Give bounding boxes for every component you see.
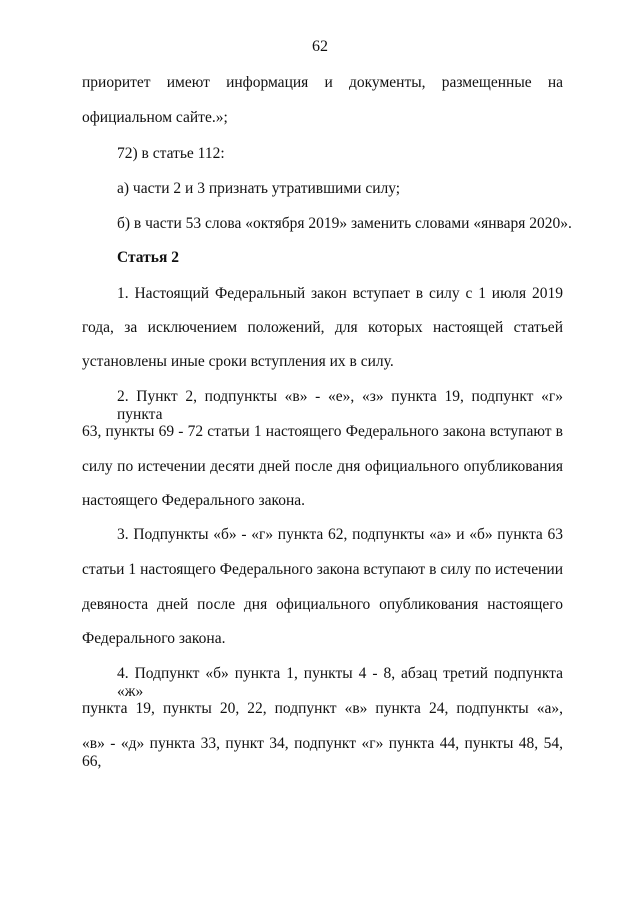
page-number: 62 [312,38,328,55]
paragraph-2-line: 63, пункты 69 - 72 статьи 1 настоящего Федерального закона вступают в [82,423,563,440]
paragraph-1-line: 1. Настоящий Федеральный закон вступает в силу с 1 июля 2019 [117,285,563,302]
list-item-72: 72) в статье 112: [117,145,225,162]
paragraph-4-line: «в» - «д» пункта 33, пункт 34, подпункт «г» пункта 44, пункты 48, 54, 66, [82,735,563,770]
paragraph-1-line: года, за исключением положений, для которых настоящей статьей [82,319,563,336]
paragraph-4-line: 4. Подпункт «б» пункта 1, пункты 4 - 8, абзац третий подпункта «ж» [117,665,563,700]
paragraph-2-line: настоящего Федерального закона. [82,492,306,509]
paragraph-3-line: девяноста дней после дня официального опубликования настоящего [82,596,563,613]
article-heading: Статья 2 [117,249,179,266]
paragraph-2-line: 2. Пункт 2, подпункты «в» - «е», «з» пункта 19, подпункт «г» пункта [117,388,563,423]
paragraph-2-line: силу по истечении десяти дней после дня официального опубликования [82,458,563,475]
list-item-b: б) в части 53 слова «октября 2019» заменить словами «января 2020». [117,215,572,232]
text-line: приоритет имеют информация и документы, размещенные на [82,74,563,91]
paragraph-4-line: пункта 19, пункты 20, 22, подпункт «в» пункта 24, подпункты «а», [82,700,563,717]
text-line: официальном сайте.»; [82,109,228,126]
paragraph-3-line: Федерального закона. [82,630,226,647]
paragraph-3-line: статьи 1 настоящего Федерального закона вступают в силу по истечении [82,561,563,578]
paragraph-3-line: 3. Подпункты «б» - «г» пункта 62, подпункты «а» и «б» пункта 63 [117,526,563,543]
list-item-a: а) части 2 и 3 признать утратившими силу; [117,180,401,197]
paragraph-1-line: установлены иные сроки вступления их в силу. [82,353,394,370]
